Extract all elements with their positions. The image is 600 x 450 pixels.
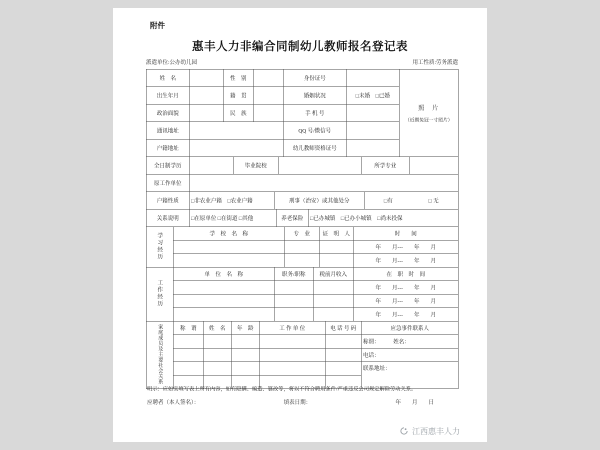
work-unit-header: 单 位 名 称 bbox=[173, 267, 274, 281]
politics-field bbox=[189, 104, 223, 122]
emergency-contact-header: 应急事件联系人 bbox=[361, 321, 458, 335]
huifeng-logo-icon bbox=[399, 426, 408, 435]
watermark bbox=[113, 425, 460, 437]
qq-field bbox=[346, 122, 399, 140]
relation-options: □在原单位 □在街道 □其他 bbox=[189, 209, 276, 227]
family-phone-header: 电 话 号 码 bbox=[325, 321, 361, 335]
family-name-field bbox=[203, 335, 231, 349]
teacher-cert-label: 幼儿教师资格证号 bbox=[283, 139, 346, 157]
work-post-field bbox=[274, 281, 313, 295]
date-placeholder: 年 月 日 bbox=[395, 399, 434, 406]
ethnic-label: 民 族 bbox=[223, 104, 253, 122]
id-number-label: 身份证号 bbox=[283, 69, 346, 87]
work-salary-field bbox=[313, 294, 353, 308]
college-label: 毕业院校 bbox=[233, 157, 278, 175]
dispatch-unit-label: 派遣单位:公办幼儿园 bbox=[146, 59, 198, 66]
native-place-label: 籍 贯 bbox=[223, 87, 253, 105]
teacher-cert-field bbox=[346, 139, 399, 157]
family-phone-field bbox=[325, 362, 361, 376]
pension-label: 养老保险 bbox=[276, 209, 308, 227]
major-field bbox=[409, 157, 458, 175]
study-major-field bbox=[284, 254, 319, 268]
family-relation-field bbox=[173, 348, 203, 362]
politics-label: 政治面貌 bbox=[146, 104, 189, 122]
address-label: 通讯地址 bbox=[146, 122, 189, 140]
criminal-label: 刑事（治安）或其他处分 bbox=[274, 192, 364, 210]
family-age-header: 年 龄 bbox=[231, 321, 259, 335]
family-unit-field bbox=[259, 348, 325, 362]
family-section-label: 家庭成员及主要社会关系 bbox=[146, 321, 173, 389]
work-time-field: 年 月--- 年 月 bbox=[353, 308, 458, 322]
family-age-field bbox=[231, 362, 259, 376]
study-time-field: 年 月--- 年 月 bbox=[353, 254, 458, 268]
qq-label: QQ 号/微信号 bbox=[283, 122, 346, 140]
work-history-table bbox=[146, 267, 459, 322]
family-relation-field bbox=[173, 335, 203, 349]
criminal-options bbox=[364, 192, 458, 210]
study-history-table bbox=[146, 227, 459, 268]
marital-label: 婚姻状况 bbox=[283, 87, 346, 105]
education-row bbox=[146, 157, 459, 175]
employment-type-label: 用工性质:劳务派遣 bbox=[412, 59, 458, 66]
family-name-field bbox=[203, 362, 231, 376]
pension-options: □已办城镇 □已办小城镇 □尚未投保 bbox=[308, 209, 458, 227]
family-name-header: 姓 名 bbox=[203, 321, 231, 335]
prev-employer-field bbox=[189, 174, 458, 192]
work-post-field bbox=[274, 308, 313, 322]
watermark-text: 江西惠丰人力 bbox=[411, 427, 460, 436]
notice-text: 明示：应如实填写表上所有内容，如有隐瞒、编造、篡改等，将以不符合聘用条件/严重违反公司规定解除劳动关系。 bbox=[147, 386, 417, 392]
signature-line bbox=[147, 398, 457, 406]
study-school-field bbox=[173, 240, 284, 254]
pension-row bbox=[146, 209, 459, 227]
criminal-yes-checkbox: □有 bbox=[383, 198, 393, 204]
form-page bbox=[113, 8, 487, 442]
date-label: 填表日期： bbox=[283, 399, 312, 406]
work-unit-field bbox=[173, 281, 274, 295]
work-post-field bbox=[274, 294, 313, 308]
residence-field bbox=[189, 139, 283, 157]
attachment-label: 附件 bbox=[150, 22, 166, 30]
family-unit-field bbox=[259, 362, 325, 376]
address-field bbox=[189, 122, 283, 140]
work-unit-field bbox=[173, 308, 274, 322]
hukou-label: 户籍性质 bbox=[146, 192, 189, 210]
criminal-no-checkbox: □ 无 bbox=[428, 198, 439, 204]
gender-label: 性 别 bbox=[223, 69, 253, 87]
emergency-address-field: 联系地址： bbox=[361, 362, 458, 389]
basic-info-table bbox=[146, 69, 459, 157]
native-place-field bbox=[253, 87, 283, 105]
study-school-header: 学 校 名 称 bbox=[173, 227, 284, 241]
signature-label: 应聘者（本人签名）： bbox=[147, 399, 200, 406]
mobile-label: 手 机 号 bbox=[283, 104, 346, 122]
study-time-field: 年 月--- 年 月 bbox=[353, 240, 458, 254]
prev-employer-label: 原工作单位 bbox=[146, 174, 189, 192]
prev-employer-row bbox=[146, 174, 459, 192]
family-phone-field bbox=[325, 348, 361, 362]
study-major-header: 专 业 bbox=[284, 227, 319, 241]
work-post-header: 职务/职称 bbox=[274, 267, 313, 281]
photo-title: 照 片 bbox=[418, 104, 440, 112]
gender-field bbox=[253, 69, 283, 87]
work-time-field: 年 月--- 年 月 bbox=[353, 294, 458, 308]
college-field bbox=[278, 157, 361, 175]
relation-label: 关系说明 bbox=[146, 209, 189, 227]
emergency-phone-field: 电话： bbox=[361, 348, 458, 362]
work-salary-field bbox=[313, 308, 353, 322]
photo-note: （近期免冠一寸照片） bbox=[404, 117, 453, 123]
emergency-name-field: 称谓： 姓名： bbox=[361, 335, 458, 349]
hukou-options: □非农业户籍 □农业户籍 bbox=[189, 192, 274, 210]
birth-label: 出生年月 bbox=[146, 87, 189, 105]
study-witness-field bbox=[319, 240, 353, 254]
page-title: 惠丰人力非编合同制幼儿教师报名登记表 bbox=[192, 40, 408, 53]
family-table bbox=[146, 321, 459, 389]
form-subline bbox=[146, 58, 458, 66]
study-witness-field bbox=[319, 254, 353, 268]
photo-cell bbox=[399, 69, 458, 157]
family-age-field bbox=[231, 348, 259, 362]
work-salary-header: 税前月收入 bbox=[313, 267, 353, 281]
study-major-field bbox=[284, 240, 319, 254]
study-section-label: 学习经历 bbox=[146, 227, 173, 268]
family-relation-field bbox=[173, 362, 203, 376]
name-field bbox=[189, 69, 223, 87]
work-section-label: 工作经历 bbox=[146, 267, 173, 321]
marital-options: □未婚 □已婚 bbox=[346, 87, 399, 105]
study-school-field bbox=[173, 254, 284, 268]
id-number-field bbox=[346, 69, 399, 87]
family-relation-header: 称 谓 bbox=[173, 321, 203, 335]
mobile-field bbox=[346, 104, 399, 122]
family-name-field bbox=[203, 348, 231, 362]
work-salary-field bbox=[313, 281, 353, 295]
hukou-row bbox=[146, 192, 459, 210]
family-unit-field bbox=[259, 335, 325, 349]
study-witness-header: 证 明 人 bbox=[319, 227, 353, 241]
family-age-field bbox=[231, 335, 259, 349]
family-phone-field bbox=[325, 335, 361, 349]
residence-label: 户籍地址 bbox=[146, 139, 189, 157]
education-label: 全日制学历 bbox=[146, 157, 189, 175]
form-table bbox=[146, 69, 459, 389]
major-label: 所学专业 bbox=[361, 157, 409, 175]
study-time-header: 时 间 bbox=[353, 227, 458, 241]
name-label: 姓 名 bbox=[146, 69, 189, 87]
work-unit-field bbox=[173, 294, 274, 308]
ethnic-field bbox=[253, 104, 283, 122]
education-field bbox=[189, 157, 233, 175]
work-time-field: 年 月--- 年 月 bbox=[353, 281, 458, 295]
birth-field bbox=[189, 87, 223, 105]
family-unit-header: 工 作 单 位 bbox=[259, 321, 325, 335]
work-time-header: 在 职 时 间 bbox=[353, 267, 458, 281]
